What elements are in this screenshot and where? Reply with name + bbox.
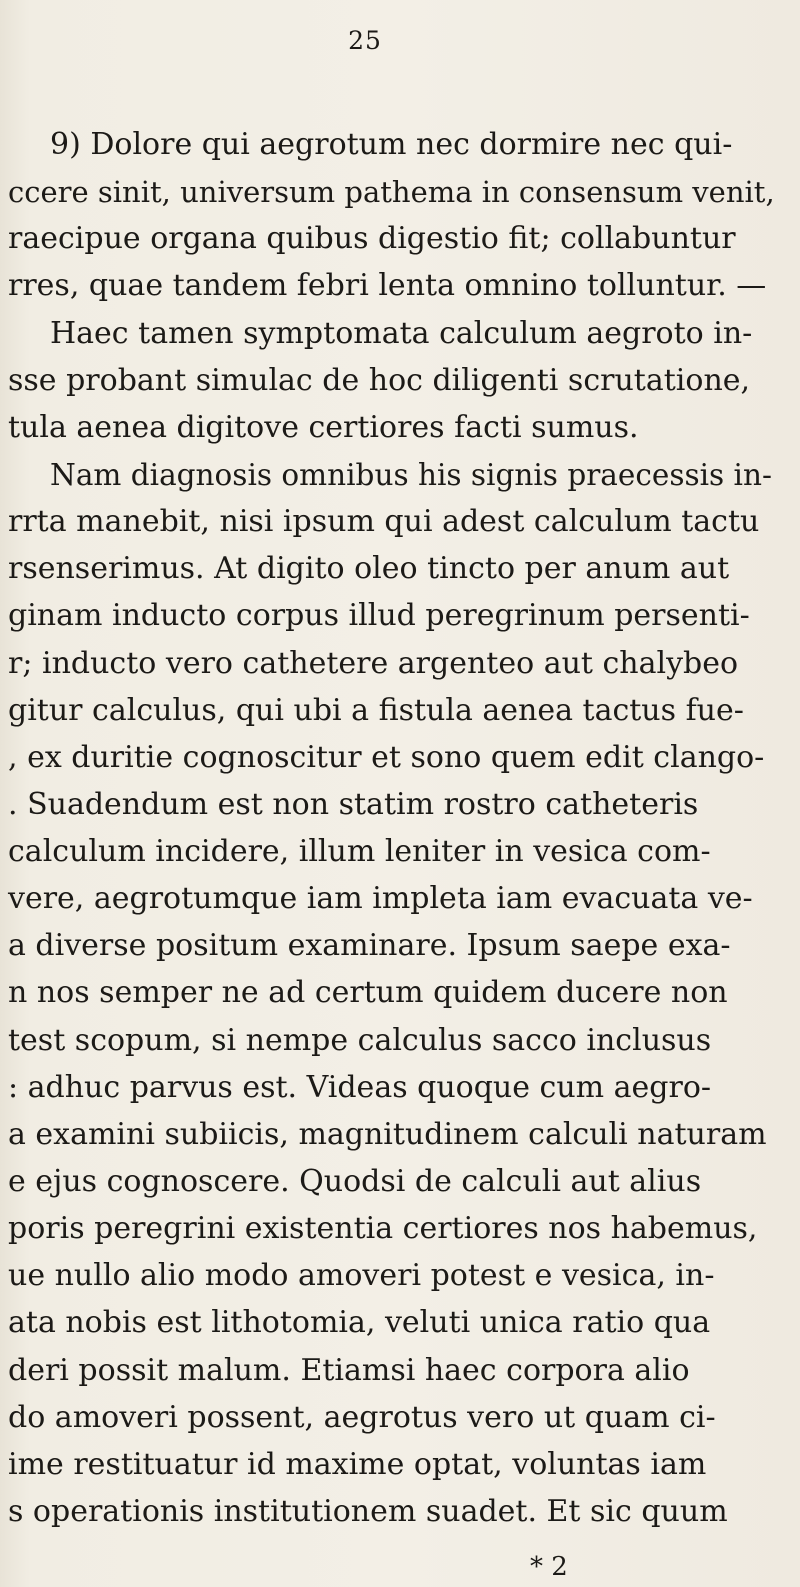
text-line: ata nobis est lithotomia, veluti unica ratio qua xyxy=(8,1305,711,1340)
text-line: do amoveri possent, aegrotus vero ut quam ci- xyxy=(8,1400,716,1435)
text-line: . Suadendum est non statim rostro catheteris xyxy=(8,787,699,822)
text-line: , ex duritie cognoscitur et sono quem edit clango- xyxy=(8,740,765,775)
text-line: test scopum, si nempe calculus sacco inclusus xyxy=(8,1023,712,1058)
text-line: 9) Dolore qui aegrotum nec dormire nec qui- xyxy=(50,127,733,162)
text-line: ue nullo alio modo amoveri potest e vesica, in- xyxy=(8,1258,715,1293)
text-line: sse probant simulac de hoc diligenti scrutatione, xyxy=(8,363,751,398)
text-line: r; inducto vero cathetere argenteo aut chalybeo xyxy=(8,646,739,681)
text-line: raecipue organa quibus digestio fit; collabuntur xyxy=(8,221,736,256)
text-line: Nam diagnosis omnibus his signis praecessis in- xyxy=(50,458,772,492)
text-line: calculum incidere, illum leniter in vesica com- xyxy=(8,834,711,869)
text-line: rsenserimus. At digito oleo tincto per anum aut xyxy=(8,551,730,586)
text-line: ginam inducto corpus illud peregrinum persenti- xyxy=(8,598,750,633)
page-number: 25 xyxy=(348,26,382,55)
text-line: gitur calculus, qui ubi a fistula aenea tactus fue- xyxy=(8,693,744,728)
text-line: vere, aegrotumque iam impleta iam evacuata ve- xyxy=(8,881,753,916)
text-line: s operationis institutionem suadet. Et sic quum xyxy=(8,1494,728,1529)
text-line: rres, quae tandem febri lenta omnino tolluntur. — xyxy=(8,268,767,303)
text-line: poris peregrini existentia certiores nos habemus, xyxy=(8,1211,758,1246)
text-line: ime restituatur id maxime optat, voluntas iam xyxy=(8,1447,707,1482)
text-line: a diverse positum examinare. Ipsum saepe exa- xyxy=(8,928,731,963)
text-line: tula aenea digitove certiores facti sumus. xyxy=(8,410,639,445)
text-line: deri possit malum. Etiamsi haec corpora alio xyxy=(8,1353,690,1388)
catchword: * 2 xyxy=(530,1552,568,1582)
text-line: : adhuc parvus est. Videas quoque cum aegro- xyxy=(8,1070,712,1105)
text-line: e ejus cognoscere. Quodsi de calculi aut alius xyxy=(8,1164,702,1199)
text-line: Haec tamen symptomata calculum aegroto in- xyxy=(50,316,753,351)
text-line: rrta manebit, nisi ipsum qui adest calculum tactu xyxy=(8,504,760,539)
text-line: a examini subiicis, magnitudinem calculi naturam xyxy=(8,1117,767,1152)
text-line: n nos semper ne ad certum quidem ducere non xyxy=(8,975,728,1010)
text-line: ccere sinit, universum pathema in consensum venit, xyxy=(8,175,775,209)
